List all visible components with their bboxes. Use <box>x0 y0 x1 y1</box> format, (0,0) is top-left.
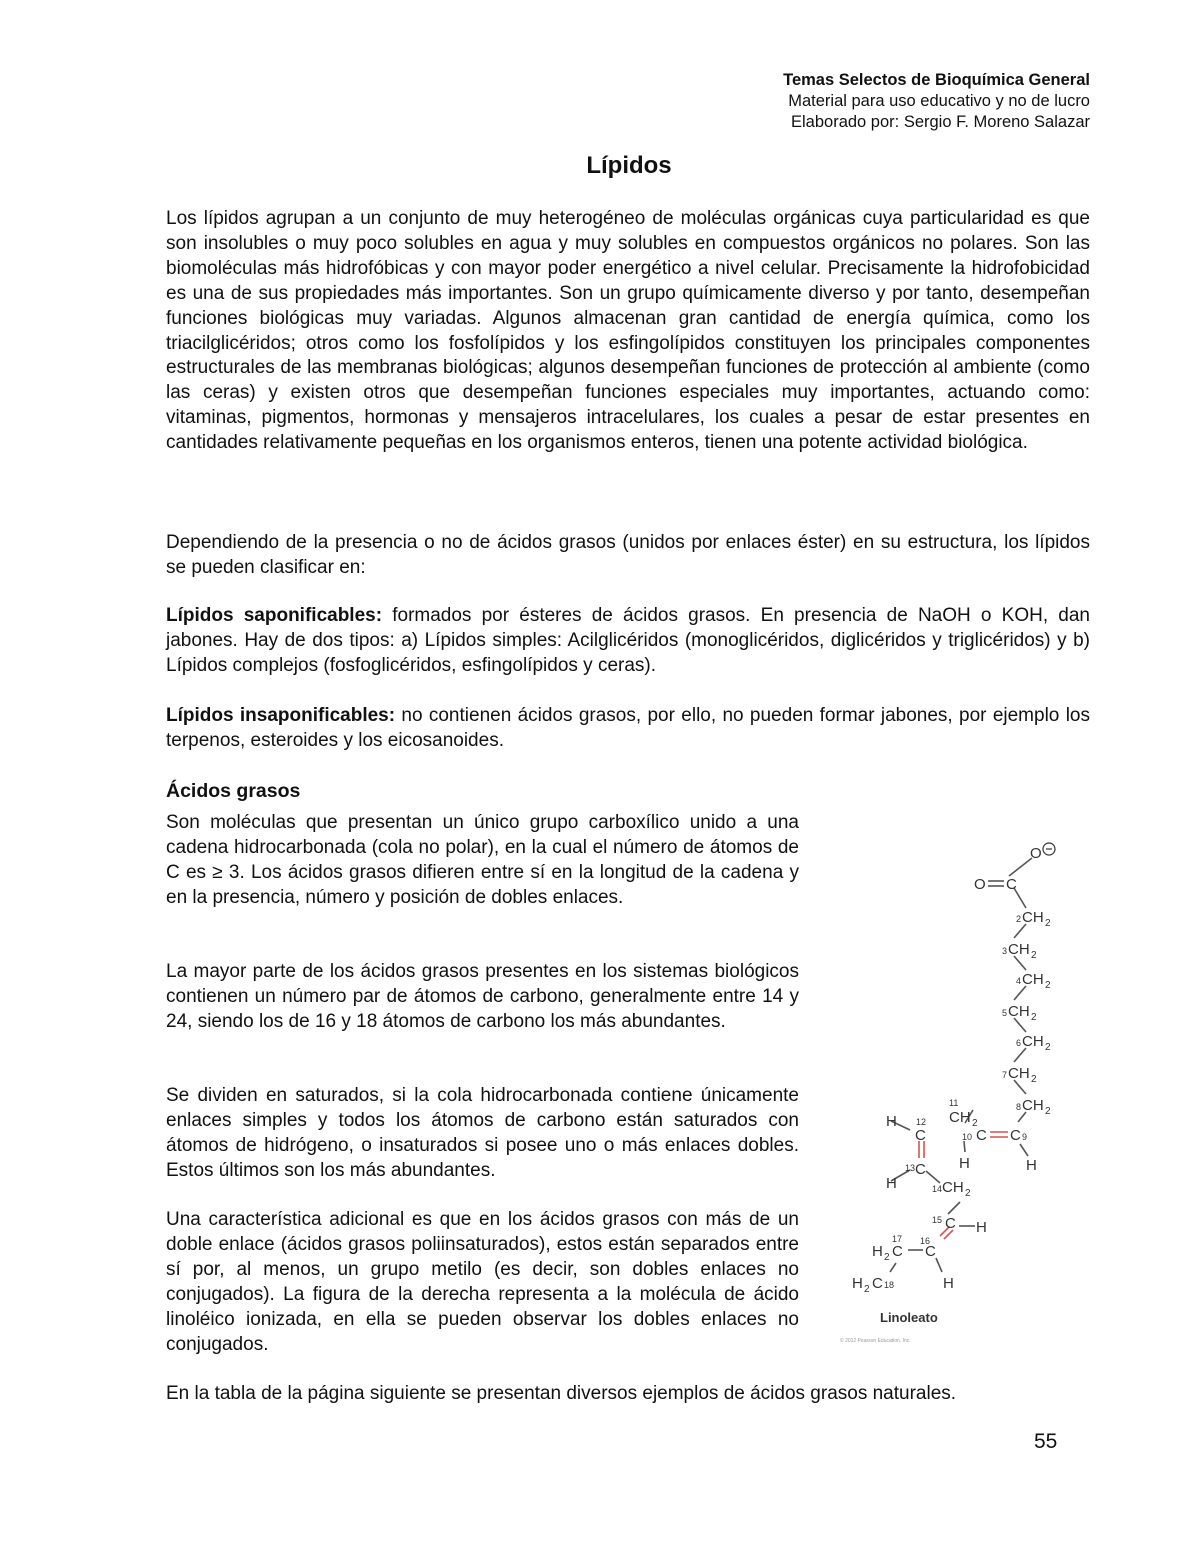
carbon-number-17: 17 <box>892 1234 903 1244</box>
atom-h16: H <box>943 1275 954 1292</box>
linoleate-structure-figure <box>828 836 1088 1346</box>
figure-copyright: © 2012 Pearson Education, Inc. <box>840 1338 911 1344</box>
subscript-4: 2 <box>1045 980 1051 991</box>
carbon-number-7: 7 <box>1002 1070 1008 1080</box>
carbon-number-13: 13 <box>905 1163 916 1173</box>
atom-ch2-5: CH <box>1008 1003 1030 1020</box>
atom-ch2-11: CH <box>949 1109 971 1126</box>
atom-ch2-2: CH <box>1022 909 1044 926</box>
figure-caption: Linoleato <box>880 1310 938 1325</box>
carbon-number-18: 18 <box>884 1280 895 1290</box>
insaponificables-text: no contienen ácidos grasos, por ello, no pueden formar jabones, por ejemplo los terpenos, esteroides y los eicosanoides. <box>166 705 1090 751</box>
header-author: Elaborado por: Sergio F. Moreno Salazar <box>791 113 1090 131</box>
atom-o-carbonyl: O <box>974 876 986 893</box>
atom-ch2-3: CH <box>1008 941 1030 958</box>
subscript-8: 2 <box>1045 1106 1051 1117</box>
subscript-3: 2 <box>1031 950 1037 961</box>
saponificables-paragraph <box>166 604 1090 679</box>
atom-h2c-17: H <box>872 1243 883 1260</box>
intro-paragraph: Los lípidos agrupan a un conjunto de muy heterogéneo de moléculas orgánicas cuya particularidad es que son insolubles o muy poco solubles en agua y muy solubles en compuestos orgánicos no polares. Son las biomoléculas más hidrofóbicas y con mayor poder energético a nivel celular. Precisamente la hidrofobicidad es una de sus propiedades más importantes. Son un grupo químicamente diverso y por tanto, desempeñan funciones biológicas muy variadas. Algunos almacenan gran cantidad de energía química, como los triacilglicéridos; otros como los fosfolípidos y los esfingolípidos constituyen los principales componentes estructurales de las membranas biológicas; algunos desempeñan funciones de protección al ambiente (como las ceras) y existen otros que desempeñan funciones especiales muy importantes, actuando como: vitaminas, pigmentos, hormonas y mensajeros intracelulares, los cuales a pesar de estar presentes en cantidades relativamente pequeñas en los organismos enteros, tienen una potente actividad biológica. <box>166 208 1090 454</box>
atom-c1: C <box>1006 876 1017 893</box>
section-title-fatty-acids: Ácidos grasos <box>166 780 301 802</box>
fatty-acids-paragraph-2: La mayor parte de los ácidos grasos presentes en los sistemas biológicos contienen un número par de átomos de carbono, generalmente entre 14 y 24, siendo los de 16 y 18 átomos de carbono los más abundantes. <box>166 961 799 1032</box>
subscript-17: 2 <box>884 1252 890 1263</box>
atom-c18: C <box>872 1275 883 1292</box>
carbon-number-8: 8 <box>1016 1102 1022 1112</box>
fatty-acids-paragraph-4: Una característica adicional es que en los ácidos grasos con más de un doble enlace (ácidos grasos poliinsaturados), estos están separados entre sí por, al menos, un grupo metilo (es decir, son dobles enlaces no conjugados). La figura de la derecha representa a la molécula de ácido linoléico ionizada, en ella se pueden observar los dobles enlaces no conjugados. <box>166 1209 799 1355</box>
carbon-number-2: 2 <box>1016 914 1022 924</box>
carbon-number-3: 3 <box>1002 946 1008 956</box>
header-purpose: Material para uso educativo y no de lucro <box>788 92 1090 110</box>
subscript-7: 2 <box>1031 1074 1037 1085</box>
page-number: 55 <box>1034 1430 1058 1453</box>
saponificables-text: formados por ésteres de ácidos grasos. En presencia de NaOH o KOH, dan jabones. Hay de dos tipos: a) Lípidos simples: Acilglicéridos (monoglicéridos, diglicéridos y triglicéridos) y b) Lípidos complejos (fosfoglicéridos, esfingolípidos y ceras). <box>166 605 1090 676</box>
atom-c10: C <box>976 1127 987 1144</box>
closing-paragraph: En la tabla de la página siguiente se presentan diversos ejemplos de ácidos grasos naturales. <box>166 1383 957 1404</box>
atom-ch2-7: CH <box>1008 1065 1030 1082</box>
atom-c13: C <box>915 1161 926 1178</box>
atom-o-minus: O <box>1030 845 1042 862</box>
carbon-number-9: 9 <box>1022 1132 1028 1142</box>
carbon-number-4: 4 <box>1016 976 1022 986</box>
atom-h15: H <box>976 1219 987 1236</box>
carbon-number-10: 10 <box>962 1132 973 1142</box>
atom-c9: C <box>1010 1127 1021 1144</box>
carbon-number-15: 15 <box>932 1215 943 1225</box>
atom-h13: H <box>886 1175 897 1192</box>
structure-labels <box>840 843 1055 1344</box>
subscript-18: 2 <box>864 1284 870 1295</box>
subscript-5: 2 <box>1031 1012 1037 1023</box>
atom-ch2-6: CH <box>1022 1033 1044 1050</box>
carbon-number-6: 6 <box>1016 1038 1022 1048</box>
carbon-number-12: 12 <box>916 1117 927 1127</box>
atom-c17: C <box>892 1243 903 1260</box>
atom-c12: C <box>915 1127 926 1144</box>
subscript-14: 2 <box>965 1188 971 1199</box>
atom-h3c-18: H <box>852 1275 863 1292</box>
insaponificables-term: Lípidos insaponificables: <box>166 705 396 726</box>
saponificables-term: Lípidos saponificables: <box>166 605 383 626</box>
header-course-title: Temas Selectos de Bioquímica General <box>783 71 1090 89</box>
atom-ch2-14: CH <box>942 1179 964 1196</box>
fatty-acids-paragraph-1: Son moléculas que presentan un único grupo carboxílico unido a una cadena hidrocarbonada (cola no polar), en la cual el número de átomos de C es ≥ 3. Los ácidos grasos difieren entre sí en la longitud de la cadena y en la presencia, número y posición de dobles enlaces. <box>166 812 799 908</box>
atom-h10: H <box>959 1155 970 1172</box>
carbon-number-14: 14 <box>932 1184 943 1194</box>
subscript-11: 2 <box>972 1118 978 1129</box>
page-header <box>783 70 1090 133</box>
carbon-number-11: 11 <box>949 1098 959 1108</box>
atom-h12: H <box>886 1113 897 1130</box>
atom-ch2-4: CH <box>1022 971 1044 988</box>
carbon-number-5: 5 <box>1002 1008 1008 1018</box>
atom-h9: H <box>1026 1157 1037 1174</box>
atom-c15: C <box>945 1215 956 1232</box>
page-title: Lípidos <box>586 152 672 179</box>
linoleate-structure-svg <box>828 836 1088 1346</box>
insaponificables-paragraph <box>166 704 1090 754</box>
atom-c16: C <box>925 1243 936 1260</box>
atom-ch2-8: CH <box>1022 1097 1044 1114</box>
subscript-2: 2 <box>1045 918 1051 929</box>
fatty-acids-paragraph-3: Se dividen en saturados, si la cola hidrocarbonada contiene únicamente enlaces simples y todos los átomos de carbono están saturados con átomos de hidrógeno, o insaturados si posee uno o más enlaces dobles. Estos últimos son los más abundantes. <box>166 1085 799 1181</box>
classification-paragraph: Dependiendo de la presencia o no de ácidos grasos (unidos por enlaces éster) en su estructura, los lípidos se pueden clasificar en: <box>166 532 1090 578</box>
carbonyl-bond <box>988 881 1004 886</box>
subscript-6: 2 <box>1045 1042 1051 1053</box>
carbon-number-16: 16 <box>920 1236 931 1246</box>
